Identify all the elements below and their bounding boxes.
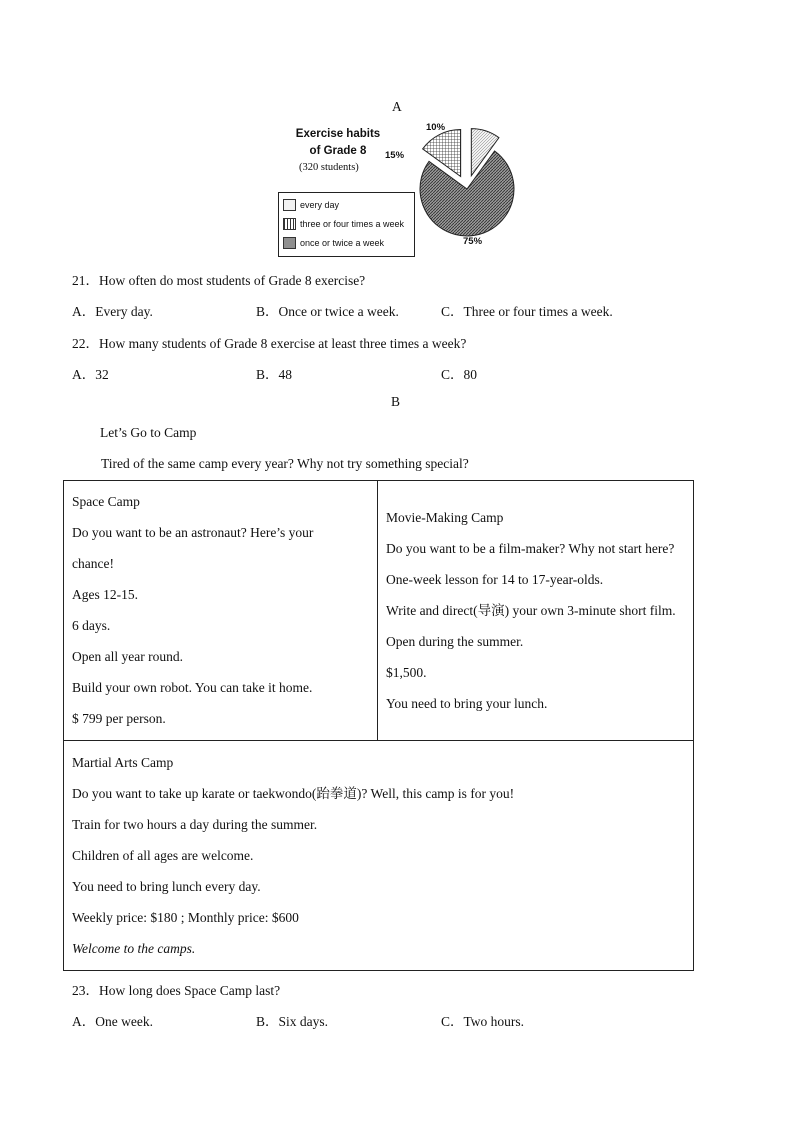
movie-camp-price: $1,500. bbox=[386, 665, 427, 680]
space-camp-line: chance! bbox=[72, 556, 114, 571]
q22-option-a[interactable]: A．32 bbox=[72, 367, 109, 382]
space-camp-price: $ 799 per person. bbox=[72, 711, 166, 726]
question-21: 21．How often do most students of Grade 8 exercise? bbox=[72, 273, 366, 288]
legend-swatch-every-day bbox=[283, 199, 296, 211]
martial-camp-line: Children of all ages are welcome. bbox=[72, 848, 254, 863]
q22-option-b[interactable]: B．48 bbox=[256, 367, 293, 382]
movie-camp-line: Write and direct(导演) your own 3-minute short film. bbox=[386, 603, 676, 618]
movie-camp-line: Open during the summer. bbox=[386, 634, 524, 649]
exercise-pie-chart bbox=[277, 118, 521, 260]
chart-title-line1: Exercise habits bbox=[295, 128, 381, 140]
chart-title-line2: of Grade 8 bbox=[309, 145, 367, 157]
martial-camp-title: Martial Arts Camp bbox=[72, 755, 174, 770]
martial-camp-price: Weekly price: $180 ; Monthly price: $600 bbox=[72, 910, 299, 925]
martial-camp-line: Do you want to take up karate or taekwondo(跆拳道)? Well, this camp is for you! bbox=[72, 786, 515, 801]
data-label-three-four: 15% bbox=[385, 150, 405, 161]
movie-camp-line: Do you want to be a film-maker? Why not start here? bbox=[386, 541, 675, 556]
legend-label-every-day: every day bbox=[300, 200, 340, 210]
space-camp-line: Build your own robot. You can take it home. bbox=[72, 680, 313, 695]
legend-swatch-once-twice bbox=[283, 237, 296, 249]
space-camp-line: Open all year round. bbox=[72, 649, 183, 664]
martial-camp-line: Train for two hours a day during the summer. bbox=[72, 817, 318, 832]
martial-camp-line: You need to bring lunch every day. bbox=[72, 879, 261, 894]
data-label-once-twice: 75% bbox=[463, 236, 483, 247]
space-camp-cell bbox=[64, 481, 378, 741]
space-camp-line: Ages 12-15. bbox=[72, 587, 138, 602]
chart-legend bbox=[278, 192, 415, 257]
question-22: 22．How many students of Grade 8 exercise at least three times a week? bbox=[72, 336, 467, 351]
q23-option-b[interactable]: B．Six days. bbox=[256, 1014, 329, 1029]
section-b-intro: Tired of the same camp every year? Why not try something special? bbox=[101, 456, 469, 471]
q23-option-a[interactable]: A．One week. bbox=[72, 1014, 153, 1029]
q21-option-a[interactable]: A．Every day. bbox=[72, 304, 153, 319]
movie-camp-line: One-week lesson for 14 to 17-year-olds. bbox=[386, 572, 604, 587]
q23-option-c[interactable]: C．Two hours. bbox=[441, 1014, 525, 1029]
section-b-heading: Let’s Go to Camp bbox=[100, 425, 197, 440]
q22-option-c[interactable]: C．80 bbox=[441, 367, 478, 382]
movie-camp-title: Movie-Making Camp bbox=[386, 510, 504, 525]
movie-camp-line: You need to bring your lunch. bbox=[386, 696, 548, 711]
space-camp-title: Space Camp bbox=[72, 494, 140, 509]
legend-label-three-four: three or four times a week bbox=[300, 219, 405, 229]
q21-option-b[interactable]: B．Once or twice a week. bbox=[256, 304, 399, 319]
space-camp-line: Do you want to be an astronaut? Here’s your bbox=[72, 525, 314, 540]
space-camp-line: 6 days. bbox=[72, 618, 111, 633]
movie-camp-cell bbox=[378, 481, 694, 741]
camps-closing: Welcome to the camps. bbox=[72, 941, 196, 956]
camps-table bbox=[63, 480, 694, 971]
q21-option-c[interactable]: C．Three or four times a week. bbox=[441, 304, 613, 319]
section-b-label: B bbox=[391, 394, 401, 409]
pie-slice-once-twice bbox=[420, 151, 514, 236]
question-23: 23．How long does Space Camp last? bbox=[72, 983, 281, 998]
data-label-every-day: 10% bbox=[426, 122, 446, 133]
section-a-label: A bbox=[392, 99, 402, 114]
martial-arts-camp-cell bbox=[64, 741, 694, 971]
chart-subtitle: (320 students) bbox=[299, 162, 359, 173]
legend-swatch-three-four bbox=[283, 218, 296, 230]
legend-label-once-twice: once or twice a week bbox=[300, 238, 385, 248]
